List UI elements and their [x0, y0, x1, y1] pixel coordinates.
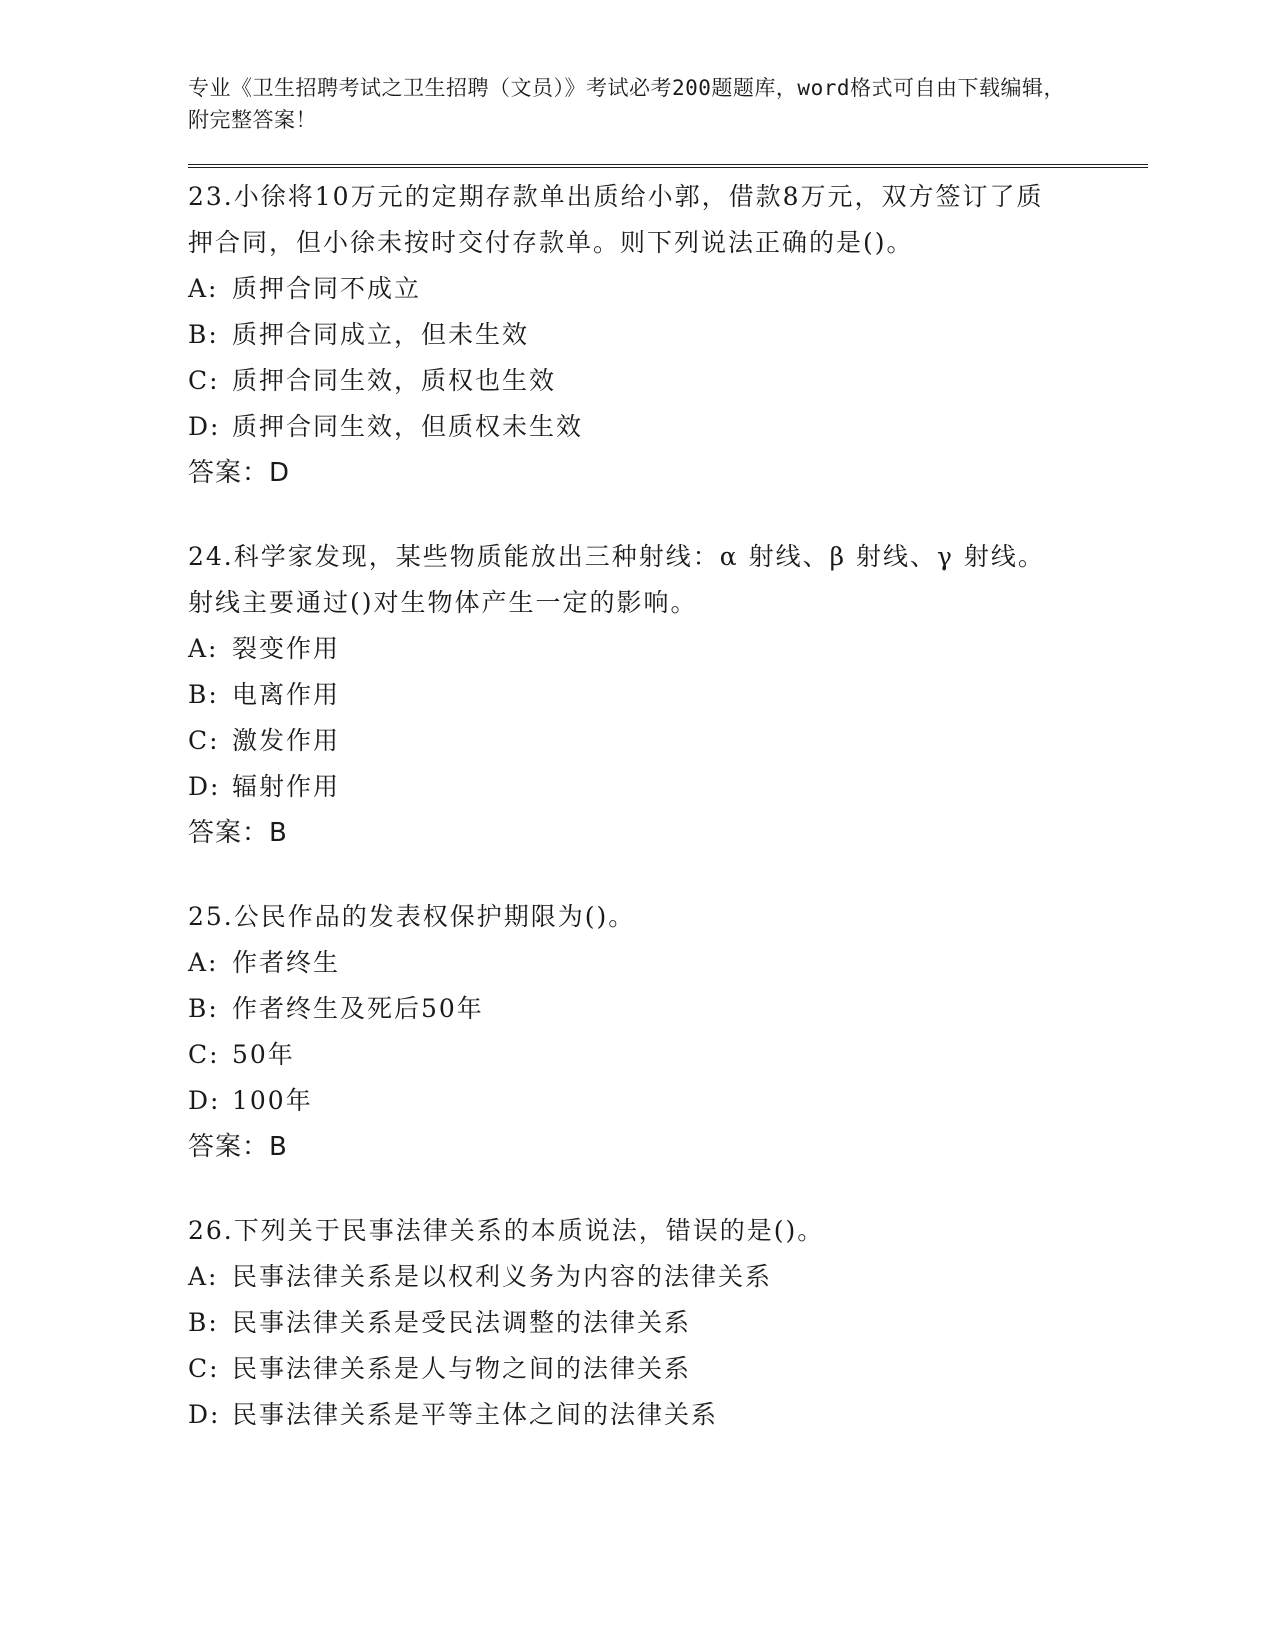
option-letter: A: [188, 1262, 219, 1291]
question-stem: 26.下列关于民事法律关系的本质说法，错误的是()。 [188, 1216, 825, 1245]
option-c [188, 358, 1148, 404]
option-letter: D: [188, 412, 221, 441]
option-text: 激发作用 [232, 726, 341, 755]
option-a [188, 1254, 1148, 1300]
option-b [188, 986, 1148, 1032]
option-a [188, 940, 1148, 986]
option-letter: C: [188, 726, 220, 755]
option-letter: A: [188, 634, 219, 663]
option-d [188, 764, 1148, 810]
option-text: 民事法律关系是平等主体之间的法律关系 [232, 1400, 719, 1429]
option-c [188, 718, 1148, 764]
question-stem: 25.公民作品的发表权保护期限为()。 [188, 902, 636, 931]
option-text: 50年 [232, 1040, 295, 1069]
option-letter: C: [188, 1354, 220, 1383]
option-text: 质押合同不成立 [232, 274, 422, 303]
document-page [188, 72, 1148, 1476]
option-letter: D: [188, 1086, 221, 1115]
option-letter: D: [188, 772, 221, 801]
question-25 [188, 894, 1148, 1170]
header-divider [188, 164, 1148, 168]
option-letter: C: [188, 366, 220, 395]
option-text: 电离作用 [232, 680, 341, 709]
option-c [188, 1346, 1148, 1392]
option-text: 民事法律关系是以权利义务为内容的法律关系 [232, 1262, 773, 1291]
question-stem: 24.科学家发现，某些物质能放出三种射线：α 射线、β 射线、γ 射线。射线主要通过()对生物体产生一定的影响。 [188, 542, 1045, 617]
option-d [188, 1392, 1148, 1438]
option-letter: D: [188, 1400, 221, 1429]
option-letter: B: [188, 680, 219, 709]
option-a [188, 266, 1148, 312]
option-letter: B: [188, 994, 219, 1023]
option-b [188, 1300, 1148, 1346]
option-text: 作者终生 [232, 948, 341, 977]
option-text: 裂变作用 [232, 634, 341, 663]
option-a [188, 626, 1148, 672]
option-text: 辐射作用 [232, 772, 341, 801]
option-b [188, 312, 1148, 358]
option-text: 质押合同生效，质权也生效 [232, 366, 557, 395]
option-text: 民事法律关系是受民法调整的法律关系 [232, 1308, 692, 1337]
option-text: 民事法律关系是人与物之间的法律关系 [232, 1354, 692, 1383]
document-header: 专业《卫生招聘考试之卫生招聘（文员）》考试必考200题题库，word格式可自由下载编辑，附完整答案！ [188, 76, 1065, 132]
option-b [188, 672, 1148, 718]
option-letter: B: [188, 1308, 219, 1337]
question-list [188, 174, 1148, 1438]
question-24 [188, 534, 1148, 856]
option-d [188, 404, 1148, 450]
question-stem: 23.小徐将10万元的定期存款单出质给小郭，借款8万元，双方签订了质押合同，但小徐未按时交付存款单。则下列说法正确的是()。 [188, 182, 1044, 257]
option-letter: A: [188, 274, 219, 303]
answer-line: 答案：D [188, 458, 291, 488]
option-text: 质押合同生效，但质权未生效 [232, 412, 584, 441]
question-23 [188, 174, 1148, 496]
answer-line: 答案：B [188, 1132, 288, 1162]
option-text: 作者终生及死后50年 [232, 994, 484, 1023]
answer-line: 答案：B [188, 818, 288, 848]
question-26 [188, 1208, 1148, 1438]
option-c [188, 1032, 1148, 1078]
option-text: 质押合同成立，但未生效 [232, 320, 530, 349]
option-letter: A: [188, 948, 219, 977]
option-letter: B: [188, 320, 219, 349]
option-letter: C: [188, 1040, 220, 1069]
option-text: 100年 [232, 1086, 313, 1115]
option-d [188, 1078, 1148, 1124]
